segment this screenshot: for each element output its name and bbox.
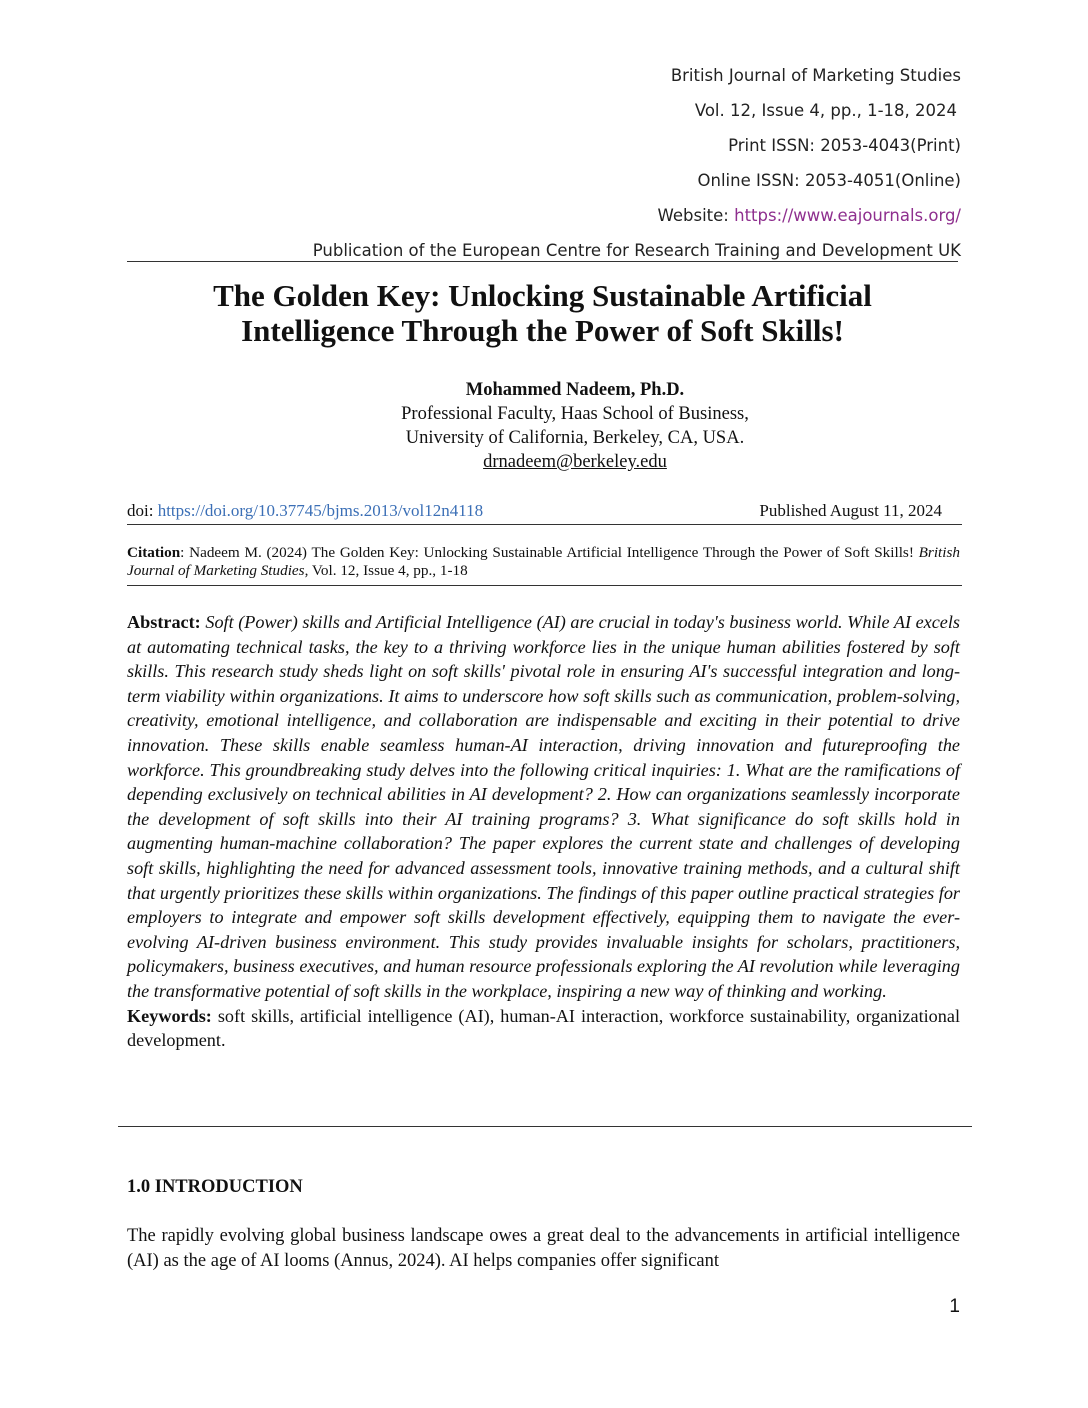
title-line-2: Intelligence Through the Power of Soft Skills! [241,313,844,348]
online-issn: Online ISSN: 2053-4051(Online) [697,171,961,190]
abstract-paragraph [127,610,960,1004]
title-line-1: The Golden Key: Unlocking Sustainable Artificial [213,278,872,313]
citation-text-b: , Vol. 12, Issue 4, pp., 1-18 [304,562,468,579]
author-block [127,378,1023,474]
abstract [127,610,960,1053]
abstract-rule [118,1126,972,1127]
website-link[interactable]: https://www.eajournals.org/ [734,206,961,225]
journal-name: British Journal of Marketing Studies [670,66,961,85]
citation-journal: British Journal of Marketing Studies [127,544,960,579]
citation-label: Citation [127,544,181,561]
abstract-text: Soft (Power) skills and Artificial Intelligence (AI) are crucial in today's business world. While AI excels at automating technical tasks, the key to a thriving workforce lies in the unique human abilities fostered by soft skills. This research study sheds light on soft skills' pivotal role in ensuring AI's successful integration and long-term viability within organizations. It aims to underscore how soft skills such as communication, problem-solving, creativity, emotional intelligence, and collaboration are indispensable and exciting in their potential to drive innovation. These skills enable seamless human-AI interaction, driving innovation and futureproofing the workforce. This groundbreaking study delves into the following critical inquiries: 1. What are the ramifications of depending exclusively on technical abilities in AI development? 2. How can organizations seamlessly incorporate the development of soft skills into their AI training programs? 3. What significance do soft skills hold in augmenting human-machine collaboration? The paper explores the current state and challenges of developing soft skills, highlighting the need for advanced assessment tools, innovative training methods, and a cultural shift that urgently prioritizes these skills within organizations. The findings of this paper outline practical strategies for employers to integrate and empower soft skills development effectively, equipping them to navigate the ever-evolving AI-driven business environment. This study provides invaluable insights for scholars, practitioners, policymakers, business executives, and human resource professionals exploring the AI revolution while leveraging the transformative potential of soft skills in the workplace, inspiring a new way of thinking and working. [127,612,961,1001]
doi-label: doi: [127,501,158,520]
doi-row [127,501,958,521]
website-line [658,206,961,225]
page-number: 1 [949,1296,960,1317]
citation [127,544,960,580]
author-affiliation-2: University of California, Berkeley, CA, USA. [405,428,745,448]
keywords-label: Keywords: [127,1005,212,1026]
citation-rule [127,585,962,586]
author-email-link[interactable]: drnadeem@berkeley.edu [483,452,667,472]
section-heading: 1.0 INTRODUCTION [127,1177,303,1197]
doi-link[interactable]: https://doi.org/10.37745/bjms.2013/vol12n4118 [157,501,484,520]
abstract-label: Abstract: [127,612,201,632]
doi-rule [127,524,962,525]
journal-volume: Vol. 12, Issue 4, pp., 1-18, 2024 [694,101,957,120]
citation-text-a: : Nadeem M. (2024) The Golden Key: Unlocking Sustainable Artificial Intelligence Through the Power of Soft Skills! [180,544,919,561]
header-rule [127,261,958,262]
published-date: Published August 11, 2024 [759,501,942,520]
author-name: Mohammed Nadeem, Ph.D. [465,380,685,400]
intro-paragraph: The rapidly evolving global business landscape owes a great deal to the advancements in artificial intelligence (AI) as the age of AI looms (Annus, 2024). AI helps companies offer significant [127,1226,960,1271]
paper-title [127,278,958,348]
keywords [127,1004,960,1053]
website-label: Website: [657,206,735,225]
keywords-text: soft skills, artificial intelligence (AI), human-AI interaction, workforce sustainability, organizational development. [127,1005,960,1051]
publisher-line: Publication of the European Centre for Research Training and Development UK [312,241,961,260]
print-issn: Print ISSN: 2053-4043(Print) [728,136,961,155]
author-affiliation-1: Professional Faculty, Haas School of Business, [401,404,749,424]
